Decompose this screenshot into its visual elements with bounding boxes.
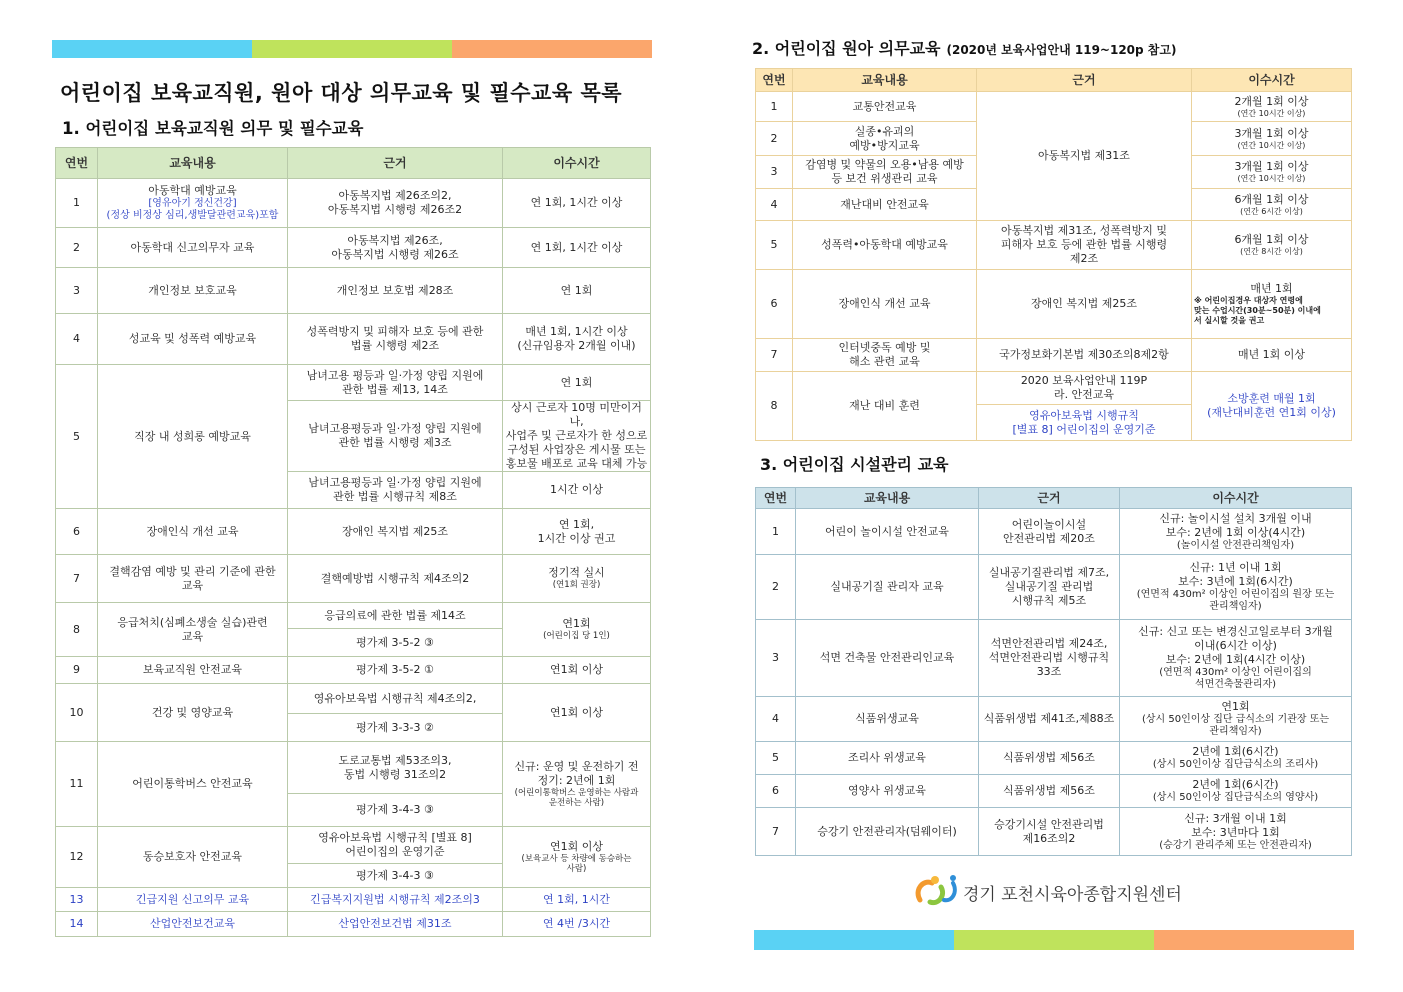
hours-note: ※ 어린이집경우 대상자 연령에 맞는 수업시간(30분~50분) 이내에 서 실시할 것을 권고 xyxy=(1194,296,1321,325)
table-row xyxy=(756,270,1352,339)
education-content: 실내공기질 관리자 교육 xyxy=(796,555,979,620)
legal-basis: 남녀고용평등과 일·가정 양립 지원에 관한 법률 시행령 제3조 xyxy=(288,401,503,472)
hours-note: (어린이통학버스 운영하는 사람과 운전하는 사람) xyxy=(514,787,639,808)
hours-note: (연면적 430m² 이상인 어린이집의 석면건축물관리자) xyxy=(1159,667,1312,690)
row-number: 9 xyxy=(56,657,98,684)
education-content: 교통안전교육 xyxy=(793,92,977,122)
required-hours: 연 1회 xyxy=(503,365,651,401)
hours-main: 2년에 1회(6시간) xyxy=(1192,745,1279,758)
legal-basis: 승강기시설 안전관리법 제16조의2 xyxy=(979,808,1120,856)
hours-note: (상시 50인이상 집단급식소의 영양사) xyxy=(1152,792,1319,803)
education-content: 재난대비 안전교육 xyxy=(793,189,977,221)
content-main: 아동학대 예방교육 xyxy=(148,184,237,197)
hours-note: (연간 10시간 이상) xyxy=(1237,140,1306,150)
hours-note: (연간 10시간 이상) xyxy=(1237,174,1306,183)
education-content: 결핵감염 예방 및 관리 기준에 관한 교육 xyxy=(98,555,288,603)
table-row xyxy=(56,555,651,603)
row-number: 7 xyxy=(56,555,98,603)
table-row xyxy=(756,697,1352,742)
required-hours: 연 1회, 1시간 이상 xyxy=(503,228,651,268)
header-hours: 이수시간 xyxy=(1192,69,1352,92)
table-row xyxy=(56,179,651,228)
table-row xyxy=(756,742,1352,775)
hours-note: (보육교사 등 차량에 동승하는 사람) xyxy=(521,853,632,874)
required-hours xyxy=(1192,92,1352,122)
table-row xyxy=(56,742,651,794)
row-number: 7 xyxy=(756,808,796,856)
legal-basis: 아동복지법 제31조, 성폭력방지 및 피해자 보호 등에 관한 법률 시행령 제2조 xyxy=(977,221,1192,270)
table-row xyxy=(756,555,1352,620)
hours-note: (연간 8시간 이상) xyxy=(1240,247,1303,256)
education-content xyxy=(98,179,288,228)
required-hours xyxy=(1120,555,1352,620)
legal-basis: 석면안전관리법 제24조, 석면안전관리법 시행규칙 33조 xyxy=(979,620,1120,697)
row-number: 12 xyxy=(56,827,98,888)
hours-main: 6개월 1회 이상 xyxy=(1234,192,1309,206)
section2-heading xyxy=(752,36,1176,59)
hours-main: 연1회 이상 xyxy=(550,839,603,853)
legal-basis: 아동복지법 제26조, 아동복지법 시행령 제26조 xyxy=(288,228,503,268)
education-content: 보육교직원 안전교육 xyxy=(98,657,288,684)
legal-basis: 평가제 3-3-3 ② xyxy=(288,714,503,742)
required-hours xyxy=(1120,697,1352,742)
legal-basis: 결핵예방법 시행규칙 제4조의2 xyxy=(288,555,503,603)
hours-note: (상시 50인이상 집단 급식소의 기관장 또는 관리책임자) xyxy=(1141,714,1330,737)
legal-basis: 평가제 3-5-2 ① xyxy=(288,657,503,684)
hours-main: 신규: 3개월 이내 1회 보수: 3년마다 1회 xyxy=(1184,811,1287,839)
legal-basis: 실내공기질관리법 제7조, 실내공기질 관리법 시행규칙 제5조 xyxy=(979,555,1120,620)
required-hours: 연 1회, 1시간 xyxy=(503,888,651,912)
legal-basis: 장애인 복지법 제25조 xyxy=(977,270,1192,339)
required-hours: 매년 1회, 1시간 이상 (신규임용자 2개월 이내) xyxy=(503,314,651,365)
child-education-table xyxy=(755,68,1352,441)
hours-main: 연1회 xyxy=(1221,700,1250,713)
center-logo-icon xyxy=(913,872,961,912)
education-content: 응급처치(심폐소생술 실습)관련 교육 xyxy=(98,603,288,657)
row-number: 3 xyxy=(756,620,796,697)
header-hours: 이수시간 xyxy=(1120,488,1352,509)
hours-note: (연간 10시간 이상) xyxy=(1237,108,1306,118)
table-header-row xyxy=(56,148,651,179)
hours-main: 신규: 놀이시설 설치 3개월 이내 보수: 2년에 1회 이상(4시간) xyxy=(1159,511,1312,539)
hours-main: 신규: 1년 이내 1회 보수: 3년에 1회(6시간) xyxy=(1178,561,1293,588)
center-name: 경기 포천시육아종합지원센터 xyxy=(963,884,1182,905)
required-hours xyxy=(1192,270,1352,339)
content-note: (정상 비정상 심리,생발달관련교육)포함 xyxy=(106,210,279,221)
hours-main: 매년 1회 xyxy=(1250,282,1293,295)
education-content: 식품위생교육 xyxy=(796,697,979,742)
table-row xyxy=(56,603,651,629)
hours-main: 6개월 1회 이상 xyxy=(1234,233,1309,246)
row-number: 6 xyxy=(756,775,796,808)
required-hours xyxy=(1120,775,1352,808)
hours-main: 신규: 신고 또는 변경신고일로부터 3개월 이내(6시간 이상) 보수: 2년에 1회(4시간 이상) xyxy=(1138,625,1333,666)
legal-basis: 응급의료에 관한 법률 제14조 xyxy=(288,603,503,629)
center-logo xyxy=(913,872,1182,912)
hours-note: (어린이집 당 1인) xyxy=(543,631,610,642)
table-row xyxy=(56,912,651,937)
education-content: 어린이통학버스 안전교육 xyxy=(98,742,288,827)
section2-reference: (2020년 보육사업안내 119~120p 참고) xyxy=(946,43,1177,57)
row-number: 14 xyxy=(56,912,98,937)
table-row xyxy=(756,92,1352,122)
header-content: 교육내용 xyxy=(98,148,288,179)
legal-basis: 성폭력방지 및 피해자 보호 등에 관한 법률 시행령 제2조 xyxy=(288,314,503,365)
required-hours xyxy=(503,603,651,657)
row-number: 2 xyxy=(756,555,796,620)
legal-basis: 국가정보화기본법 제30조의8제2항 xyxy=(977,339,1192,372)
bottom-color-bar xyxy=(754,930,1354,950)
required-hours xyxy=(503,742,651,827)
legal-basis: 2020 보육사업안내 119P 라. 안전교육 xyxy=(977,372,1192,405)
required-hours xyxy=(1192,189,1352,221)
hours-note: (상시 50인이상 집단급식소의 조리사) xyxy=(1152,759,1319,770)
header-number: 연번 xyxy=(756,69,793,92)
row-number: 5 xyxy=(756,221,793,270)
required-hours xyxy=(1120,742,1352,775)
top-color-bar xyxy=(52,40,652,58)
legal-basis: 아동복지법 제31조 xyxy=(977,92,1192,221)
row-number: 1 xyxy=(756,509,796,555)
header-hours: 이수시간 xyxy=(503,148,651,179)
row-number: 3 xyxy=(56,268,98,314)
legal-basis: 개인정보 보호법 제28조 xyxy=(288,268,503,314)
hours-note: (승강기 관리주체 또는 안전관리자) xyxy=(1159,839,1312,851)
legal-basis: 영유아보육법 시행규칙 [별표 8] 어린이집의 운영기준 xyxy=(977,405,1192,441)
legal-basis: 어린이놀이시설 안전관리법 제20조 xyxy=(979,509,1120,555)
legal-basis: 식품위생법 제56조 xyxy=(979,775,1120,808)
row-number: 6 xyxy=(756,270,793,339)
hours-main: 3개월 1회 이상 xyxy=(1234,126,1309,140)
legal-basis: 평가제 3-4-3 ③ xyxy=(288,864,503,888)
education-content: 성교육 및 성폭력 예방교육 xyxy=(98,314,288,365)
table-row xyxy=(56,827,651,864)
required-hours: 연 1회 xyxy=(503,268,651,314)
required-hours: 연 1회, 1시간 이상 xyxy=(503,179,651,228)
education-content: 장애인식 개선 교육 xyxy=(98,509,288,555)
row-number: 4 xyxy=(56,314,98,365)
education-content: 영양사 위생교육 xyxy=(796,775,979,808)
row-number: 10 xyxy=(56,684,98,742)
row-number: 5 xyxy=(756,742,796,775)
section3-heading: 3. 어린이집 시설관리 교육 xyxy=(760,455,949,474)
table-header-row xyxy=(756,69,1352,92)
table-row xyxy=(56,684,651,714)
legal-basis: 아동복지법 제26조의2, 아동복지법 시행령 제26조2 xyxy=(288,179,503,228)
education-content: 인터넷중독 예방 및 해소 관련 교육 xyxy=(793,339,977,372)
hours-note: (연1회 권장) xyxy=(552,580,601,591)
legal-basis: 산업안전보건법 제31조 xyxy=(288,912,503,937)
page-title: 어린이집 보육교직원, 원아 대상 의무교육 및 필수교육 목록 xyxy=(60,81,623,105)
legal-basis: 식품위생법 제41조,제88조 xyxy=(979,697,1120,742)
education-content: 아동학대 신고의무자 교육 xyxy=(98,228,288,268)
legal-basis: 평가제 3-5-2 ③ xyxy=(288,629,503,657)
required-hours: 소방훈련 매월 1회 (재난대비훈련 연1회 이상) xyxy=(1192,372,1352,441)
hours-main: 신규: 운영 및 운전하기 전 정기: 2년에 1회 xyxy=(514,759,639,787)
hours-main: 2개월 1회 이상 xyxy=(1234,94,1309,108)
education-content: 승강기 안전관리자(덤웨이터) xyxy=(796,808,979,856)
education-content: 어린이 놀이시설 안전교육 xyxy=(796,509,979,555)
row-number: 7 xyxy=(756,339,793,372)
table-row xyxy=(756,339,1352,372)
required-hours: 상시 근로자 10명 미만이거나, 사업주 및 근로자가 한 성으로 구성된 사업장은 게시물 또는 홍보물 배포로 교육 대체 가능 xyxy=(503,401,651,472)
table-row xyxy=(756,221,1352,270)
header-number: 연번 xyxy=(756,488,796,509)
table-row xyxy=(756,808,1352,856)
required-hours xyxy=(1120,808,1352,856)
legal-basis: 긴급복지지원법 시행규칙 제2조의3 xyxy=(288,888,503,912)
row-number: 8 xyxy=(756,372,793,441)
row-number: 2 xyxy=(756,122,793,156)
table-header-row xyxy=(756,488,1352,509)
hours-note: (연간 6시간 이상) xyxy=(1240,206,1303,216)
table-row xyxy=(756,509,1352,555)
hours-main: 2년에 1회(6시간) xyxy=(1192,778,1279,791)
education-content: 긴급지원 신고의무 교육 xyxy=(98,888,288,912)
legal-basis: 식품위생법 제56조 xyxy=(979,742,1120,775)
education-content: 개인정보 보호교육 xyxy=(98,268,288,314)
table-row xyxy=(56,228,651,268)
section2-title: 2. 어린이집 원아 의무교육 xyxy=(752,39,941,58)
row-number: 13 xyxy=(56,888,98,912)
row-number: 1 xyxy=(56,179,98,228)
facility-education-table xyxy=(755,487,1352,856)
required-hours xyxy=(1120,509,1352,555)
content-note: [영유아기 정신건강] xyxy=(148,198,237,209)
required-hours xyxy=(1120,620,1352,697)
education-content: 재난 대비 훈련 xyxy=(793,372,977,441)
table-row xyxy=(56,365,651,401)
required-hours xyxy=(1192,221,1352,270)
header-basis: 근거 xyxy=(288,148,503,179)
hours-main: 3개월 1회 이상 xyxy=(1234,160,1309,173)
header-basis: 근거 xyxy=(977,69,1192,92)
header-content: 교육내용 xyxy=(796,488,979,509)
education-content: 석면 건축물 안전관리인교육 xyxy=(796,620,979,697)
legal-basis: 장애인 복지법 제25조 xyxy=(288,509,503,555)
table-row xyxy=(56,268,651,314)
education-content: 동승보호자 안전교육 xyxy=(98,827,288,888)
row-number: 8 xyxy=(56,603,98,657)
hours-main: 연1회 xyxy=(562,617,591,631)
hours-note: (연면적 430m² 이상인 어린이집의 원장 또는 관리책임자) xyxy=(1136,589,1335,612)
row-number: 3 xyxy=(756,156,793,189)
table-row xyxy=(756,775,1352,808)
table-row xyxy=(756,372,1352,405)
row-number: 6 xyxy=(56,509,98,555)
required-hours: 1시간 이상 xyxy=(503,472,651,509)
table-row xyxy=(56,314,651,365)
required-hours xyxy=(1192,122,1352,156)
required-hours xyxy=(503,827,651,888)
education-content: 조리사 위생교육 xyxy=(796,742,979,775)
education-content: 산업안전보건교육 xyxy=(98,912,288,937)
required-hours: 연 4번 /3시간 xyxy=(503,912,651,937)
row-number: 11 xyxy=(56,742,98,827)
hours-note: (놀이시설 안전관리책임자) xyxy=(1176,539,1295,551)
table-row xyxy=(756,620,1352,697)
required-hours xyxy=(1192,156,1352,189)
row-number: 5 xyxy=(56,365,98,509)
table-row xyxy=(56,509,651,555)
legal-basis: 도로교통법 제53조의3, 동법 시행령 31조의2 xyxy=(288,742,503,794)
table-row xyxy=(56,657,651,684)
row-number: 1 xyxy=(756,92,793,122)
legal-basis: 평가제 3-4-3 ③ xyxy=(288,794,503,827)
education-content: 감염병 및 약물의 오용•남용 예방 등 보건 위생관리 교육 xyxy=(793,156,977,189)
header-content: 교육내용 xyxy=(793,69,977,92)
header-basis: 근거 xyxy=(979,488,1120,509)
staff-education-table xyxy=(55,147,651,937)
row-number: 2 xyxy=(56,228,98,268)
legal-basis: 남녀고용평등과 일·가정 양립 지원에 관한 법률 시행규칙 제8조 xyxy=(288,472,503,509)
hours-main: 정기적 실시 xyxy=(548,566,605,580)
table-row xyxy=(56,888,651,912)
education-content: 실종•유괴의 예방•방지교육 xyxy=(793,122,977,156)
required-hours: 연1회 이상 xyxy=(503,684,651,742)
education-content: 직장 내 성희롱 예방교육 xyxy=(98,365,288,509)
required-hours: 연 1회, 1시간 이상 권고 xyxy=(503,509,651,555)
required-hours: 연1회 이상 xyxy=(503,657,651,684)
legal-basis: 영유아보육법 시행규칙 제4조의2, xyxy=(288,684,503,714)
education-content: 건강 및 영양교육 xyxy=(98,684,288,742)
legal-basis: 남녀고용 평등과 일·가정 양립 지원에 관한 법률 제13, 14조 xyxy=(288,365,503,401)
required-hours xyxy=(503,555,651,603)
required-hours: 매년 1회 이상 xyxy=(1192,339,1352,372)
education-content: 장애인식 개선 교육 xyxy=(793,270,977,339)
row-number: 4 xyxy=(756,697,796,742)
row-number: 4 xyxy=(756,189,793,221)
education-content: 성폭력•아동학대 예방교육 xyxy=(793,221,977,270)
header-number: 연번 xyxy=(56,148,98,179)
section1-heading: 1. 어린이집 보육교직원 의무 및 필수교육 xyxy=(62,119,364,138)
legal-basis: 영유아보육법 시행규칙 [별표 8] 어린이집의 운영기준 xyxy=(288,827,503,864)
